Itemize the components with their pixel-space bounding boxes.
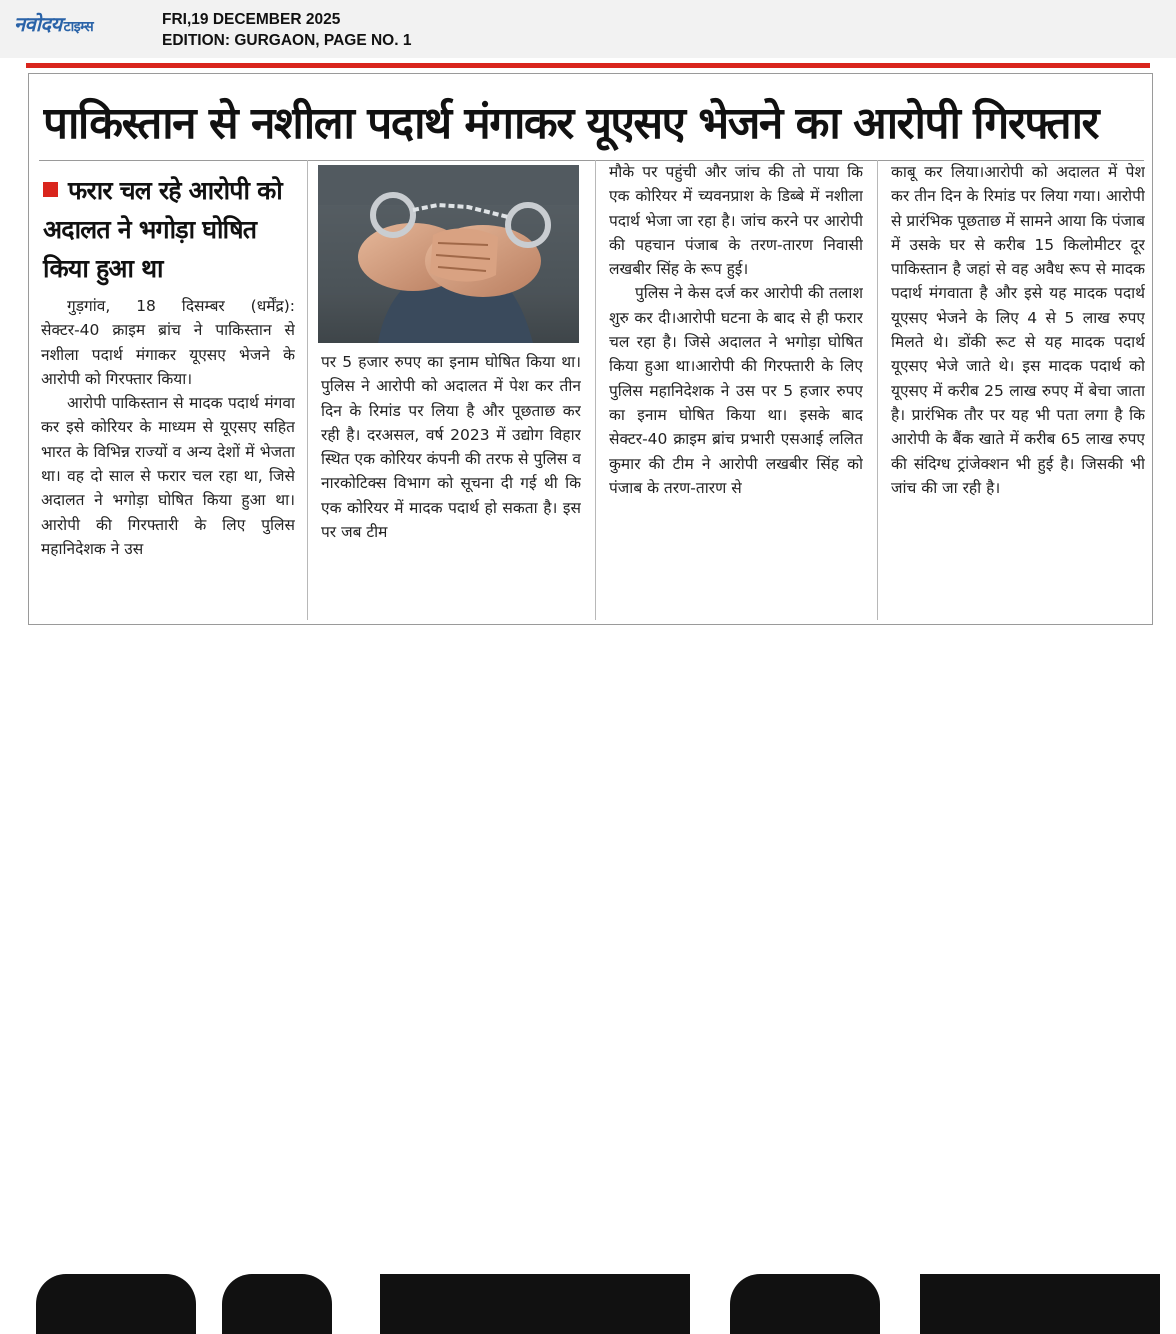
- edition-date: FRI,19 DECEMBER 2025: [162, 11, 341, 28]
- handcuffed-hands-photo: [318, 165, 579, 343]
- article-headline: पाकिस्तान से नशीला पदार्थ मंगाकर यूएसए भेजने का आरोपी गिरफ्तार: [43, 98, 1099, 149]
- article-column-2: [321, 350, 581, 618]
- col4-paragraph-1: काबू कर लिया।आरोपी को अदालत में पेश कर तीन दिन के रिमांड पर लिया गया। आरोपी से प्रारंभिक पूछताछ में सामने आया कि पंजाब में उसके घर से करीब 15 किलोमीटर दूर पाकिस्तान है जहां से वह अवैध रूप से मादक पदार्थ मंगवाता है और इसे यह मादक पदार्थ यूएसए भेजने के लिए 4 से 5 लाख रुपए मिलते थे। डोंकी रूट से यह मादक पदार्थ यूएसए भेजे जाते थे। इस मादक पदार्थ को यूएसए में करीब 25 लाख रुपए में बेचा जाता है। प्रारंभिक तौर पर यह भी पता लगा है कि आरोपी के बैंक खाते में करीब 65 लाख रुपए की संदिग्ध ट्रांजेक्शन भी हुई है। जिसकी भी जांच की जा रही है।: [891, 163, 1145, 497]
- red-square-bullet-icon: [43, 182, 58, 197]
- article-subhead: [43, 171, 303, 288]
- header-divider: [26, 63, 1150, 68]
- article-column-4: [891, 160, 1145, 620]
- subhead-text: फरार चल रहे आरोपी को अदालत ने भगोड़ा घोषित किया हुआ था: [43, 176, 282, 283]
- partial-headline-glyph: [36, 1274, 196, 1334]
- col3-paragraph-2: पुलिस ने केस दर्ज कर आरोपी की तलाश शुरु कर दी।आरोपी घटना के बाद से ही फरार चल रहा है। जिसे अदालत ने भगोड़ा घोषित किया हुआ था।आरोपी की गिरफ्तारी के लिए पुलिस महानिदेशक ने उस पर 5 हजार रुपए का इनाम घोषित किया था। इसके बाद सेक्टर-40 क्राइम ब्रांच प्रभारी एसआई ललित कुमार की टीम ने आरोपी लखबीर सिंह को पंजाब के तरण-तारण से: [609, 284, 863, 497]
- partial-headline-glyph: [222, 1274, 332, 1334]
- next-headline-strip: [0, 630, 1176, 694]
- news-article-clipping[interactable]: [28, 73, 1153, 625]
- edition-page: EDITION: GURGAON, PAGE NO. 1: [162, 32, 412, 49]
- edition-info: [162, 9, 411, 51]
- edition-header: [0, 0, 1176, 58]
- partial-headline-glyph: [920, 1274, 1160, 1334]
- col3-paragraph-1: मौके पर पहुंची और जांच की तो पाया कि एक कोरियर में च्यवनप्राश के डिब्बे में नशीला पदार्थ भेजा जा रहा है। जांच करने पर आरोपी की पहचान पंजाब के तरण-तारण निवासी लखबीर सिंह के रूप हुई।: [609, 163, 863, 279]
- newspaper-logo[interactable]: [14, 10, 93, 37]
- col1-paragraph-1: गुड़गांव, 18 दिसम्बर (धर्मेंद्र): सेक्टर-40 क्राइम ब्रांच ने पाकिस्तान से नशीला पदार्थ मंगाकर यूएसए भेजने के आरोपी को गिरफ्तार किया।: [41, 297, 295, 388]
- logo-main: नवोदय: [14, 12, 62, 36]
- col2-paragraph-1: पर 5 हजार रुपए का इनाम घोषित किया था। पुलिस ने आरोपी को अदालत में पेश कर तीन दिन के रिमांड पर लिया है और पूछताछ कर रही है। दरअसल, वर्ष 2023 में उद्योग विहार स्थित एक कोरियर कंपनी की तरफ से पुलिस व नारकोटिक्स विभाग को सूचना दी गई थी कि एक कोरियर में मादक पदार्थ हो सकता है। इस पर जब टीम: [321, 353, 581, 542]
- logo-sub: टाइम्स: [63, 19, 94, 35]
- column-divider: [595, 160, 596, 620]
- column-divider: [877, 160, 878, 620]
- article-column-1: [41, 294, 295, 619]
- partial-headline-glyph: [730, 1274, 880, 1334]
- article-column-3: [609, 160, 863, 620]
- col1-paragraph-2: आरोपी पाकिस्तान से मादक पदार्थ मंगवा कर इसे कोरियर के माध्यम से यूएसए सहित भारत के विभिन्न राज्यों व अन्य देशों में भेजता था। वह दो साल से फरार चल रहा था, जिसे अदालत ने भगोड़ा घोषित किया हुआ था।आरोपी की गिरफ्तारी के लिए पुलिस महानिदेशक ने उस: [41, 394, 295, 558]
- handcuffs-photo-icon: [318, 165, 579, 343]
- column-divider: [307, 160, 308, 620]
- partial-headline-glyph: [380, 1274, 690, 1334]
